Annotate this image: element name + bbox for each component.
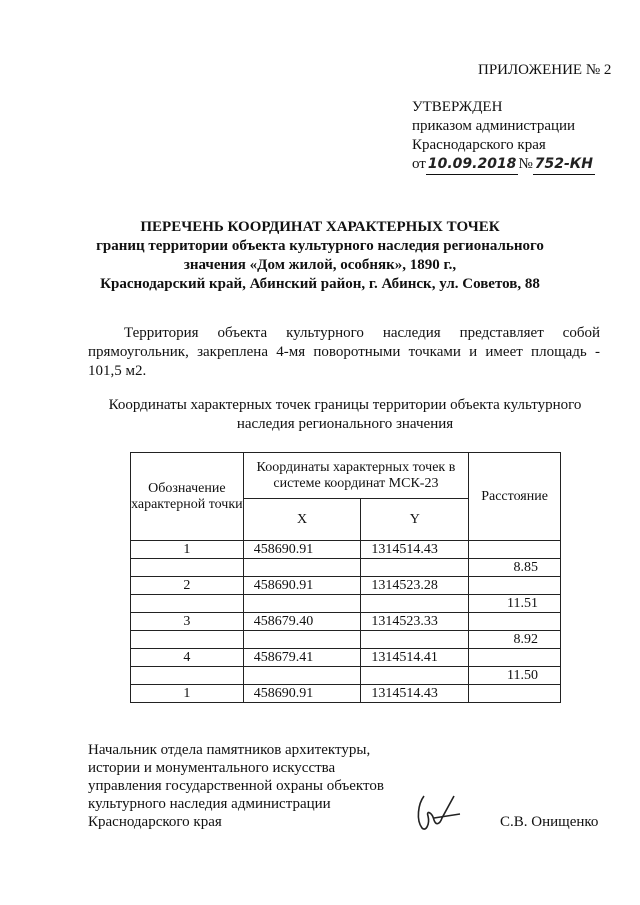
title-line: границ территории объекта культурного наследия регионального — [96, 238, 544, 254]
position-line: управления государственной охраны объектов — [88, 778, 384, 794]
distance-cell — [469, 577, 561, 595]
x-cell — [243, 667, 361, 685]
table-row — [131, 577, 561, 595]
y-cell — [361, 667, 469, 685]
header-x: X — [243, 499, 361, 541]
x-cell: 458690.91 — [243, 577, 361, 595]
title-line: значения «Дом жилой, особняк», 1890 г., — [183, 257, 457, 273]
y-cell: 1314523.28 — [361, 577, 469, 595]
point-cell: 2 — [131, 577, 244, 595]
x-cell: 458690.91 — [243, 541, 361, 559]
point-cell — [131, 667, 244, 685]
table-row — [131, 631, 561, 649]
x-cell — [243, 595, 361, 613]
position-line: культурного наследия администрации — [88, 796, 331, 812]
distance-cell: 11.50 — [469, 667, 561, 685]
table-row — [131, 559, 561, 577]
y-cell: 1314523.33 — [361, 613, 469, 631]
number-sign: № — [518, 156, 533, 172]
distance-cell — [469, 541, 561, 559]
signer-name: С.В. Онищенко — [500, 814, 599, 830]
approval-block — [412, 98, 595, 175]
y-cell: 1314514.41 — [361, 649, 469, 667]
y-cell: 1314514.43 — [361, 541, 469, 559]
coordinates-table — [130, 452, 561, 703]
table-row — [131, 613, 561, 631]
point-cell: 1 — [131, 541, 244, 559]
table-caption — [60, 396, 630, 434]
paragraph-text: Территория объекта культурного наследия представляет собой прямоугольник, закреплена 4-мя поворотными точками и имеет площадь - 101,5 м2. — [88, 325, 600, 379]
point-cell — [131, 631, 244, 649]
position-line: Начальник отдела памятников архитектуры, — [88, 742, 371, 758]
table-row — [131, 685, 561, 703]
header-distance: Расстояние — [469, 453, 561, 541]
x-cell: 458679.40 — [243, 613, 361, 631]
y-cell — [361, 595, 469, 613]
approval-date-line — [412, 155, 595, 175]
document-title — [0, 218, 640, 294]
x-cell: 458679.41 — [243, 649, 361, 667]
x-cell — [243, 631, 361, 649]
distance-cell — [469, 649, 561, 667]
signatory-position — [88, 741, 384, 831]
point-cell: 3 — [131, 613, 244, 631]
distance-cell: 8.85 — [469, 559, 561, 577]
handwritten-number: 752-КН — [533, 155, 595, 175]
x-cell — [243, 559, 361, 577]
y-cell — [361, 559, 469, 577]
position-line: Краснодарского края — [88, 814, 222, 830]
x-cell: 458690.91 — [243, 685, 361, 703]
distance-cell: 8.92 — [469, 631, 561, 649]
y-cell: 1314514.43 — [361, 685, 469, 703]
approval-line: УТВЕРЖДЕН — [412, 99, 503, 115]
table-row — [131, 649, 561, 667]
date-prefix: от — [412, 156, 426, 172]
distance-cell — [469, 685, 561, 703]
handwritten-date: 10.09.2018 — [426, 155, 519, 175]
table-row — [131, 667, 561, 685]
title-line: Краснодарский край, Абинский район, г. Абинск, ул. Советов, 88 — [100, 276, 540, 292]
table-row — [131, 541, 561, 559]
signature-icon — [410, 790, 470, 839]
table-row — [131, 595, 561, 613]
description-paragraph — [88, 324, 600, 381]
distance-cell — [469, 613, 561, 631]
title-line: ПЕРЕЧЕНЬ КООРДИНАТ ХАРАКТЕРНЫХ ТОЧЕК — [140, 219, 500, 235]
approval-line: Краснодарского края — [412, 137, 546, 153]
caption-line: наследия регионального значения — [236, 416, 454, 432]
appendix-label: ПРИЛОЖЕНИЕ № 2 — [478, 62, 612, 78]
approval-line: приказом администрации — [412, 118, 576, 134]
header-y: Y — [361, 499, 469, 541]
point-cell — [131, 595, 244, 613]
distance-cell: 11.51 — [469, 595, 561, 613]
caption-line: Координаты характерных точек границы территории объекта культурного — [108, 397, 582, 413]
point-cell: 1 — [131, 685, 244, 703]
header-coordinates: Координаты характерных точек в системе координат МСК-23 — [243, 453, 468, 499]
position-line: истории и монументального искусства — [88, 760, 336, 776]
y-cell — [361, 631, 469, 649]
point-cell — [131, 559, 244, 577]
point-cell: 4 — [131, 649, 244, 667]
header-designation: Обозначение характерной точки — [131, 453, 244, 541]
